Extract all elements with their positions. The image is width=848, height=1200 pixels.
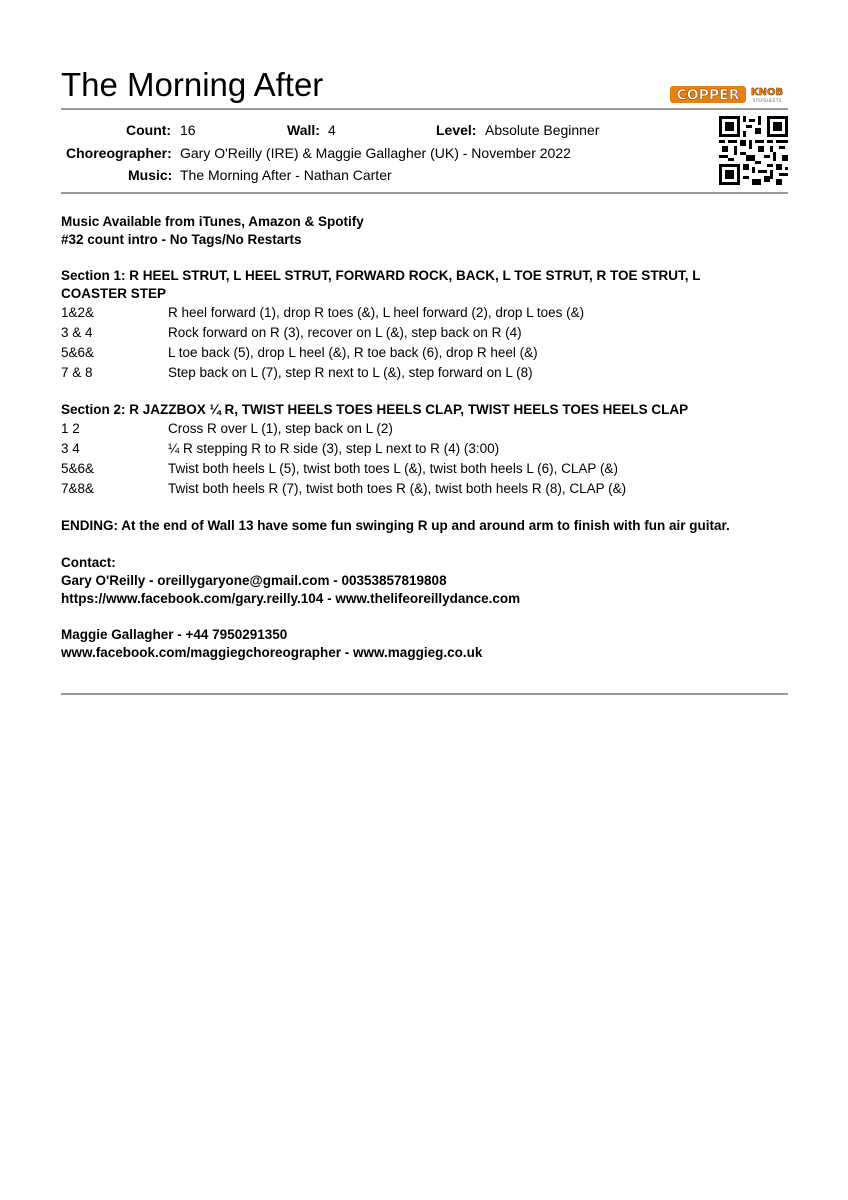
step-count: 5&6& [61, 345, 95, 360]
intro-info: #32 count intro - No Tags/No Restarts [61, 232, 302, 247]
copperknob-logo[interactable] [670, 84, 788, 104]
contact-label: Contact: [61, 555, 116, 570]
choreographer-label: Choreographer: [66, 145, 172, 161]
level-label: Level: [436, 122, 477, 138]
contact-gary[interactable]: Gary O'Reilly - oreillygaryone@gmail.com - 00353857819808 [61, 573, 447, 588]
page-title: The Morning After [61, 66, 324, 103]
step-desc: R heel forward (1), drop R toes (&), L heel forward (2), drop L toes (&) [168, 305, 585, 320]
step-desc: ¼ R stepping R to R side (3), step L next to R (4) (3:00) [168, 441, 500, 456]
contact-maggie[interactable]: Maggie Gallagher - +44 7950291350 [61, 627, 288, 642]
section-1-heading-line1: Section 1: R HEEL STRUT, L HEEL STRUT, FORWARD ROCK, BACK, L TOE STRUT, R TOE STRUT, L [61, 268, 701, 283]
footer-divider [61, 693, 788, 695]
step-desc: Twist both heels L (5), twist both toes L (&), twist both heels L (6), CLAP (&) [168, 461, 618, 476]
contact-gary-links[interactable]: https://www.facebook.com/gary.reilly.104 - www.thelifeoreillydance.com [61, 591, 521, 606]
section-1-heading-line2: COASTER STEP [61, 286, 167, 301]
wall-label: Wall: [287, 122, 320, 138]
step-desc: Cross R over L (1), step back on L (2) [168, 421, 393, 436]
logo-text-sub: STEPSHEETS [752, 99, 782, 104]
step-count: 1 2 [61, 421, 80, 436]
count-label: Count: [126, 122, 172, 138]
step-desc: Rock forward on R (3), recover on L (&), step back on R (4) [168, 325, 522, 340]
header-divider [61, 108, 788, 110]
logo-text-knob: KNOB [750, 87, 784, 98]
wall-value: 4 [328, 122, 336, 138]
music-availability: Music Available from iTunes, Amazon & Spotify [61, 214, 364, 229]
level-value: Absolute Beginner [485, 122, 600, 138]
section-1-heading [61, 267, 781, 303]
qr-code-icon[interactable] [719, 116, 788, 185]
step-count: 7&8& [61, 481, 95, 496]
section-2-heading [61, 401, 781, 419]
music-label: Music: [128, 167, 173, 183]
step-count: 1&2& [61, 305, 95, 320]
step-desc: Step back on L (7), step R next to L (&), step forward on L (8) [168, 365, 533, 380]
choreographer-value: Gary O'Reilly (IRE) & Maggie Gallagher (UK) - November 2022 [180, 145, 571, 161]
meta-divider [61, 192, 788, 194]
section-2-heading-line1: Section 2: R JAZZBOX ¼ R, TWIST HEELS TOES HEELS CLAP, TWIST HEELS TOES HEELS CLAP [61, 402, 689, 417]
step-desc: L toe back (5), drop L heel (&), R toe back (6), drop R heel (&) [168, 345, 538, 360]
step-count: 7 & 8 [61, 365, 93, 380]
step-count: 5&6& [61, 461, 95, 476]
step-desc: Twist both heels R (7), twist both toes R (&), twist both heels R (8), CLAP (&) [168, 481, 627, 496]
music-value: The Morning After - Nathan Carter [180, 167, 392, 183]
step-count: 3 & 4 [61, 325, 93, 340]
count-value: 16 [180, 122, 196, 138]
logo-text-copper: COPPER [676, 87, 740, 104]
contact-maggie-links[interactable]: www.facebook.com/maggiegchoreographer - www.maggieg.co.uk [61, 645, 483, 660]
step-count: 3 4 [61, 441, 80, 456]
ending-note: ENDING: At the end of Wall 13 have some fun swinging R up and around arm to finish with fun air guitar. [61, 518, 730, 533]
